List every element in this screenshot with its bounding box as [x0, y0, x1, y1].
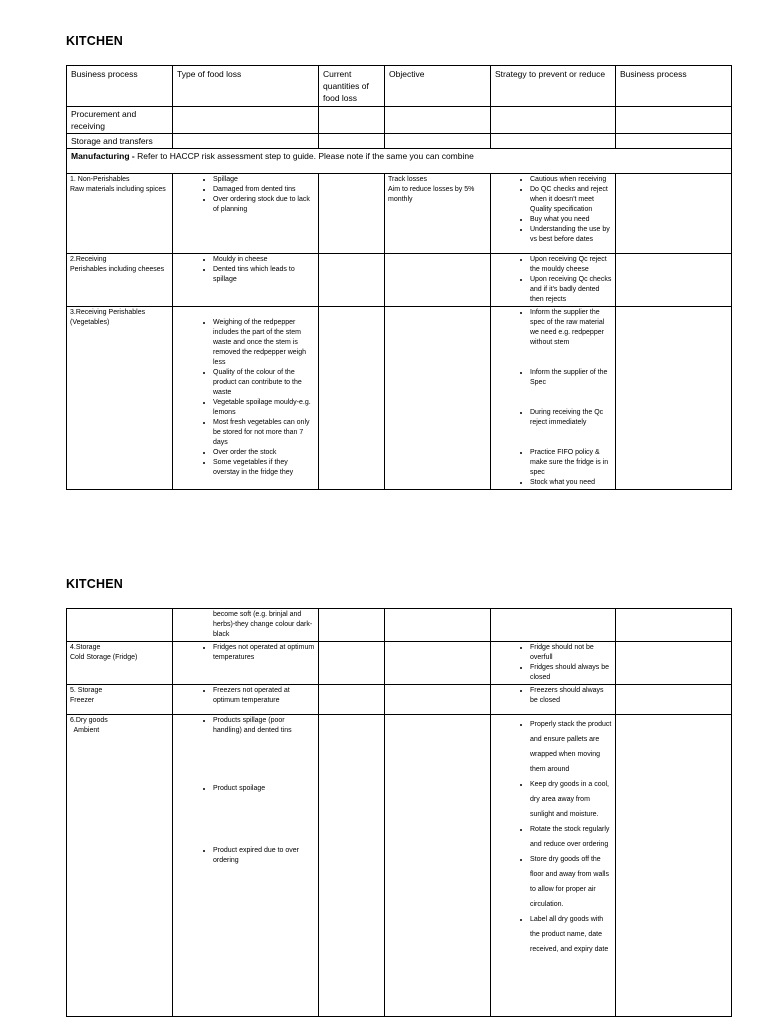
food-loss-cell [173, 685, 319, 715]
process-line: 6.Dry goods [70, 717, 108, 724]
strategy-cell [491, 174, 616, 254]
food-loss-item: • Most fresh vegetables can only be stored for not more than 7 days [213, 418, 315, 448]
quantity-cell [319, 642, 385, 685]
business-process-cell [616, 254, 732, 307]
food-loss-cell [173, 642, 319, 685]
strategy-item: • Buy what you need [530, 215, 612, 225]
page-heading: KITCHEN [66, 34, 123, 48]
strategy-item: • Freezers should always be closed [530, 686, 612, 706]
objective-line: Aim to reduce losses by 5% monthly [388, 186, 475, 203]
strategy-item: • Label all dry goods with the product name, date received, and expiry date [530, 912, 612, 957]
strategy-item: • Stock what you need [530, 478, 612, 488]
food-loss-item: • Products spillage (poor handling) and dented tins [213, 716, 315, 736]
objective-line: Track losses [388, 176, 428, 183]
food-loss-item: • Weighing of the redpepper includes the part of the stem waste and once the stem is removed the redpepper weigh less [213, 318, 315, 368]
food-loss-item: • Spillage [213, 175, 315, 185]
table-row [67, 307, 732, 490]
process-line: Perishables including cheeses [70, 266, 165, 273]
table-row [67, 642, 732, 685]
process-line: 3.Receiving Perishables (Vegetables) [70, 309, 146, 326]
header-business-process: Business process [67, 66, 173, 107]
quantity-cell [319, 307, 385, 490]
process-line: Ambient [70, 727, 100, 734]
strategy-cell [491, 685, 616, 715]
objective-cell [385, 642, 491, 685]
strategy-item: • Do QC checks and reject when it doesn't meet Quality specification [530, 185, 612, 215]
food-loss-cell [173, 174, 319, 254]
manufacturing-label: Manufacturing - [71, 151, 135, 161]
process-line: Cold Storage (Fridge) [70, 654, 138, 661]
table-row [67, 609, 732, 642]
strategy-cell [491, 254, 616, 307]
process-cell [67, 174, 173, 254]
header-type-of-food-loss: Type of food loss [173, 66, 319, 107]
strategy-item: • Inform the supplier the spec of the raw material we need e.g. redpepper without stem [530, 308, 612, 348]
process-cell [67, 685, 173, 715]
process-line: 5. Storage [70, 687, 103, 694]
strategy-item: • Store dry goods off the floor and away from walls to allow for proper air circulation. [530, 852, 612, 912]
table-header-row [67, 66, 732, 107]
process-cell [67, 715, 173, 1017]
strategy-item: • Fridges should always be closed [530, 663, 612, 683]
strategy-cell [491, 642, 616, 685]
process-line: 2.Receiving [70, 256, 107, 263]
header-strategy: Strategy to prevent or reduce [491, 66, 616, 107]
quantity-cell [319, 254, 385, 307]
quantity-cell [319, 715, 385, 1017]
strategy-cell [491, 715, 616, 1017]
header-business-process-2: Business process [616, 66, 732, 107]
strategy-item: • Practice FIFO policy & make sure the fridge is in spec [530, 448, 612, 478]
objective-cell [385, 254, 491, 307]
food-loss-item: • Vegetable spoilage mouldy-e.g. lemons [213, 398, 315, 418]
strategy-item: • Keep dry goods in a cool, dry area away from sunlight and moisture. [530, 777, 612, 822]
food-loss-cell [173, 254, 319, 307]
header-objective: Objective [385, 66, 491, 107]
food-loss-item: • Over order the stock [213, 448, 315, 458]
strategy-item: • During receiving the Qc reject immediately [530, 408, 612, 428]
food-loss-item: • Mouldy in cheese [213, 255, 315, 265]
food-loss-item: • Over ordering stock due to lack of planning [213, 195, 315, 215]
page-heading: KITCHEN [66, 577, 123, 591]
row-procurement-label: Procurement and receiving [67, 107, 173, 134]
objective-cell [385, 715, 491, 1017]
food-loss-cell [173, 609, 319, 642]
business-process-cell [616, 642, 732, 685]
table-row [67, 685, 732, 715]
food-loss-item: • Some vegetables if they overstay in the fridge they [213, 458, 315, 478]
process-cell [67, 609, 173, 642]
strategy-item: • Upon receiving Qc reject the mouldy cheese [530, 255, 612, 275]
process-cell [67, 642, 173, 685]
food-loss-table [66, 65, 732, 490]
strategy-item: • Rotate the stock regularly and reduce over ordering [530, 822, 612, 852]
objective-cell [385, 307, 491, 490]
food-loss-cell [173, 307, 319, 490]
table-row [67, 254, 732, 307]
strategy-item: • Cautious when receiving [530, 175, 612, 185]
manufacturing-row [67, 149, 732, 174]
food-loss-item: • Product expired due to over ordering [213, 846, 315, 866]
strategy-item: • Inform the supplier of the Spec [530, 368, 612, 388]
manufacturing-text: Refer to HACCP risk assessment step to guide. Please note if the same you can combine [134, 151, 474, 161]
process-line: Freezer [70, 697, 95, 704]
business-process-cell [616, 174, 732, 254]
quantity-cell [319, 685, 385, 715]
table-row [67, 715, 732, 1017]
business-process-cell [616, 715, 732, 1017]
process-cell [67, 307, 173, 490]
manufacturing-note [67, 149, 732, 174]
process-cell [67, 254, 173, 307]
food-loss-item: • Dented tins which leads to spillage [213, 265, 315, 285]
food-loss-cell [173, 715, 319, 1017]
food-loss-item: • Damaged from dented tins [213, 185, 315, 195]
food-loss-item: • Product spoilage [213, 784, 315, 794]
row-storage-label: Storage and transfers [67, 134, 173, 149]
table-row [67, 107, 732, 134]
business-process-cell [616, 307, 732, 490]
process-line: Raw materials including spices [70, 186, 166, 193]
process-line: 4.Storage [70, 644, 101, 651]
strategy-item: • Properly stack the product and ensure pallets are wrapped when moving them around [530, 717, 612, 777]
food-loss-table-continued [66, 608, 732, 1017]
business-process-cell [616, 685, 732, 715]
strategy-item: • Understanding the use by vs best before dates [530, 225, 612, 245]
table-row [67, 174, 732, 254]
process-line: 1. Non-Perishables [70, 176, 130, 183]
strategy-cell [491, 307, 616, 490]
objective-cell [385, 174, 491, 254]
food-loss-item: • Quality of the colour of the product can contribute to the waste [213, 368, 315, 398]
table-row [67, 134, 732, 149]
food-loss-item: • Freezers not operated at optimum temperature [213, 686, 315, 706]
strategy-item: • Fridge should not be overfull [530, 643, 612, 663]
strategy-item: • Upon receiving Qc checks and if it's badly dented then rejects [530, 275, 612, 305]
header-current-quantities: Current quantities of food loss [319, 66, 385, 107]
objective-cell [385, 685, 491, 715]
food-loss-continuation: become soft (e.g. brinjal and herbs)-they change colour dark-black [213, 611, 313, 638]
food-loss-item: • Fridges not operated at optimum temperatures [213, 643, 315, 663]
quantity-cell [319, 174, 385, 254]
